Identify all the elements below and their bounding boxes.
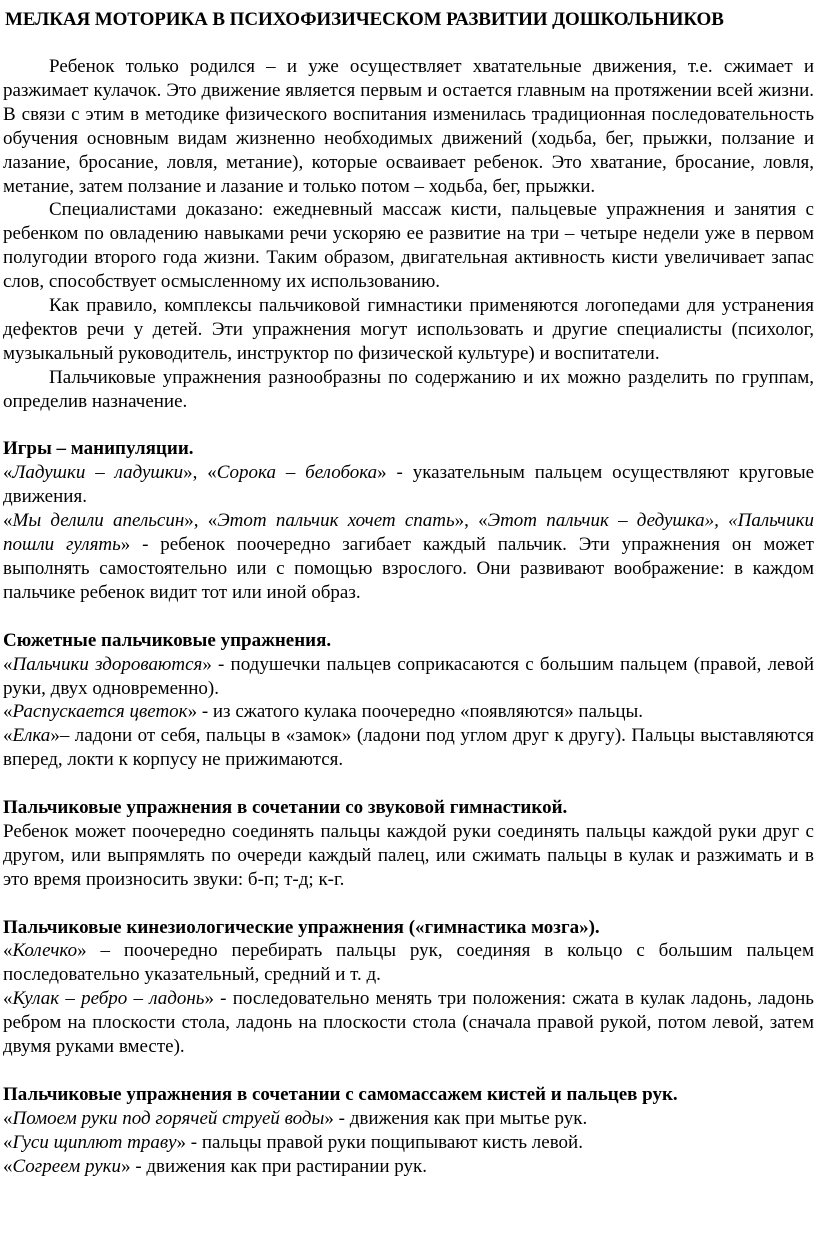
item-text: » - из сжатого кулака поочередно «появляются» пальцы. [187,701,644,723]
blank-line [3,772,814,796]
item-text: « [3,1155,13,1177]
item-text: »– ладони от себя, пальцы в «замок» (ладони под углом друг к другу). Пальцы выставляются вперед, локти к корпусу не прижимаются. [3,725,814,771]
section-item [3,987,814,1059]
section-heading: Игры – манипуляции. [3,438,194,460]
item-text: » – поочередно перебирать пальцы рук, соединяя в кольцо с большим пальцем последовательно указательный, средний и т. д. [3,940,814,986]
blank-line [3,414,814,438]
sections-container [3,414,814,1179]
item-text: « [3,701,13,723]
blank-line [3,1059,814,1083]
item-text: » - движения как при мытье рук. [324,1107,588,1129]
item-text: », « [454,510,488,532]
item-text: « [3,462,13,484]
item-text: « [3,510,13,532]
item-text: », « [183,462,217,484]
exercise-name: Сорока – белобока [216,462,378,484]
item-text: » - последовательно менять три положения: сжата в кулак ладонь, ладонь ребром на плоскости стола, ладонь на плоскости стола (сначала правой рукой, потом левой, затем двумя руками вместе). [3,988,814,1058]
section-item [3,461,814,509]
exercise-name: Елка [12,725,51,747]
item-text: « [3,1131,13,1153]
exercise-name: Распускается цветок [12,701,188,723]
blank-line [3,892,814,916]
item-text: » - ребенок поочередно загибает каждый пальчик. Эти упражнения он может выполнять самостоятельно или с помощью взрослого. Они развивают воображение: в каждом пальчике ребенок видит тот или иной образ. [3,534,814,603]
document-title: МЕЛКАЯ МОТОРИКА В ПСИХОФИЗИЧЕСКОМ РАЗВИТИИ ДОШКОЛЬНИКОВ [5,9,724,30]
exercise-name: Колечко [12,940,78,962]
item-text: « [3,940,13,962]
item-text: « [3,653,13,675]
section-heading: Пальчиковые упражнения в сочетании со звуковой гимнастикой. [3,797,568,819]
section-heading: Сюжетные пальчиковые упражнения. [3,629,332,651]
exercise-name: Пальчики здороваются [12,653,203,675]
section-item [3,820,814,892]
intro-paragraph-3: Как правило, комплексы пальчиковой гимнастики применяются логопедами для устранения дефектов речи у детей. Эти упражнения могут использовать и другие специалисты (психолог, музыкальный руководитель, инструктор по физической культуре) и воспитатели. [3,295,814,364]
section-item [3,1131,814,1155]
section-item [3,939,814,987]
intro-paragraph-1: Ребенок только родился – и уже осуществляет хватательные движения, т.е. сжимает и разжимает кулачок. Это движение является первым и остается главным на протяжении всей жизни. В связи с этим в методике физического воспитания изменилась традиционная последовательность обучения основным видам жизненно необходимых движений (ходьба, бег, прыжки, ползание и лазание, бросание, ловля, метание), которые осваивает ребенок. Это хватание, бросание, ловля, метание, затем ползание и лазание и только потом – ходьба, бег, прыжки. [3,56,814,197]
item-text: » - подушечки пальцев соприкасаются с большим пальцем (правой, левой руки, двух одновременно). [3,653,814,699]
item-text: « [3,725,13,747]
item-text: » - движения как при растирании рук. [121,1155,428,1177]
item-text: » - пальцы правой руки пощипывают кисть левой. [176,1131,583,1153]
item-text: » - указательным пальцем осуществляют круговые движения. [3,462,815,508]
exercise-name: Мы делили апельсин [12,510,185,532]
section-heading: Пальчиковые упражнения в сочетании с самомассажем кистей и пальцев рук. [3,1083,678,1105]
section-item [3,1107,814,1131]
exercise-name: Ладушки – ладушки [12,462,184,484]
section-item [3,653,814,701]
section-item [3,1155,814,1179]
blank-line [3,605,814,629]
section-item [3,700,814,724]
exercise-name: Помоем руки под горячей струей воды [12,1107,325,1129]
item-text: Ребенок может поочередно соединять пальцы каждой руки соединять пальцы каждой руки друг с другом, или выпрямлять по очереди каждый палец, или сжимать пальцы в кулак и разжимать и в это время произносить звуки: б-п; т-д; к-г. [3,820,814,890]
exercise-name: Согреем руки [12,1155,122,1177]
exercise-name: Кулак – ребро – ладонь [12,988,205,1010]
section-heading: Пальчиковые кинезиологические упражнения («гимнастика мозга»). [3,916,600,938]
section-item [3,724,814,772]
exercise-name: Этот пальчик хочет спать [217,510,455,532]
item-text: « [3,1107,13,1129]
intro-paragraph-4: Пальчиковые упражнения разнообразны по содержанию и их можно разделить по группам, определив назначение. [3,366,814,412]
spacer [3,32,814,55]
section-item [3,509,814,605]
item-text: », « [184,510,218,532]
item-text: « [3,988,13,1010]
exercise-name: Этот пальчик – дедушка», «Пальчики пошли гулять [3,510,815,556]
exercise-name: Гуси щиплют траву [12,1131,177,1153]
intro-paragraph-2: Специалистами доказано: ежедневный массаж кисти, пальцевые упражнения и занятия с ребенком по овладению навыками речи ускоряю ее развитие на три – четыре недели уже в первом полугодии второго года жизни. Таким образом, двигательная активность кисти увеличивает запас слов, способствует осмысленному их использованию. [3,199,814,293]
